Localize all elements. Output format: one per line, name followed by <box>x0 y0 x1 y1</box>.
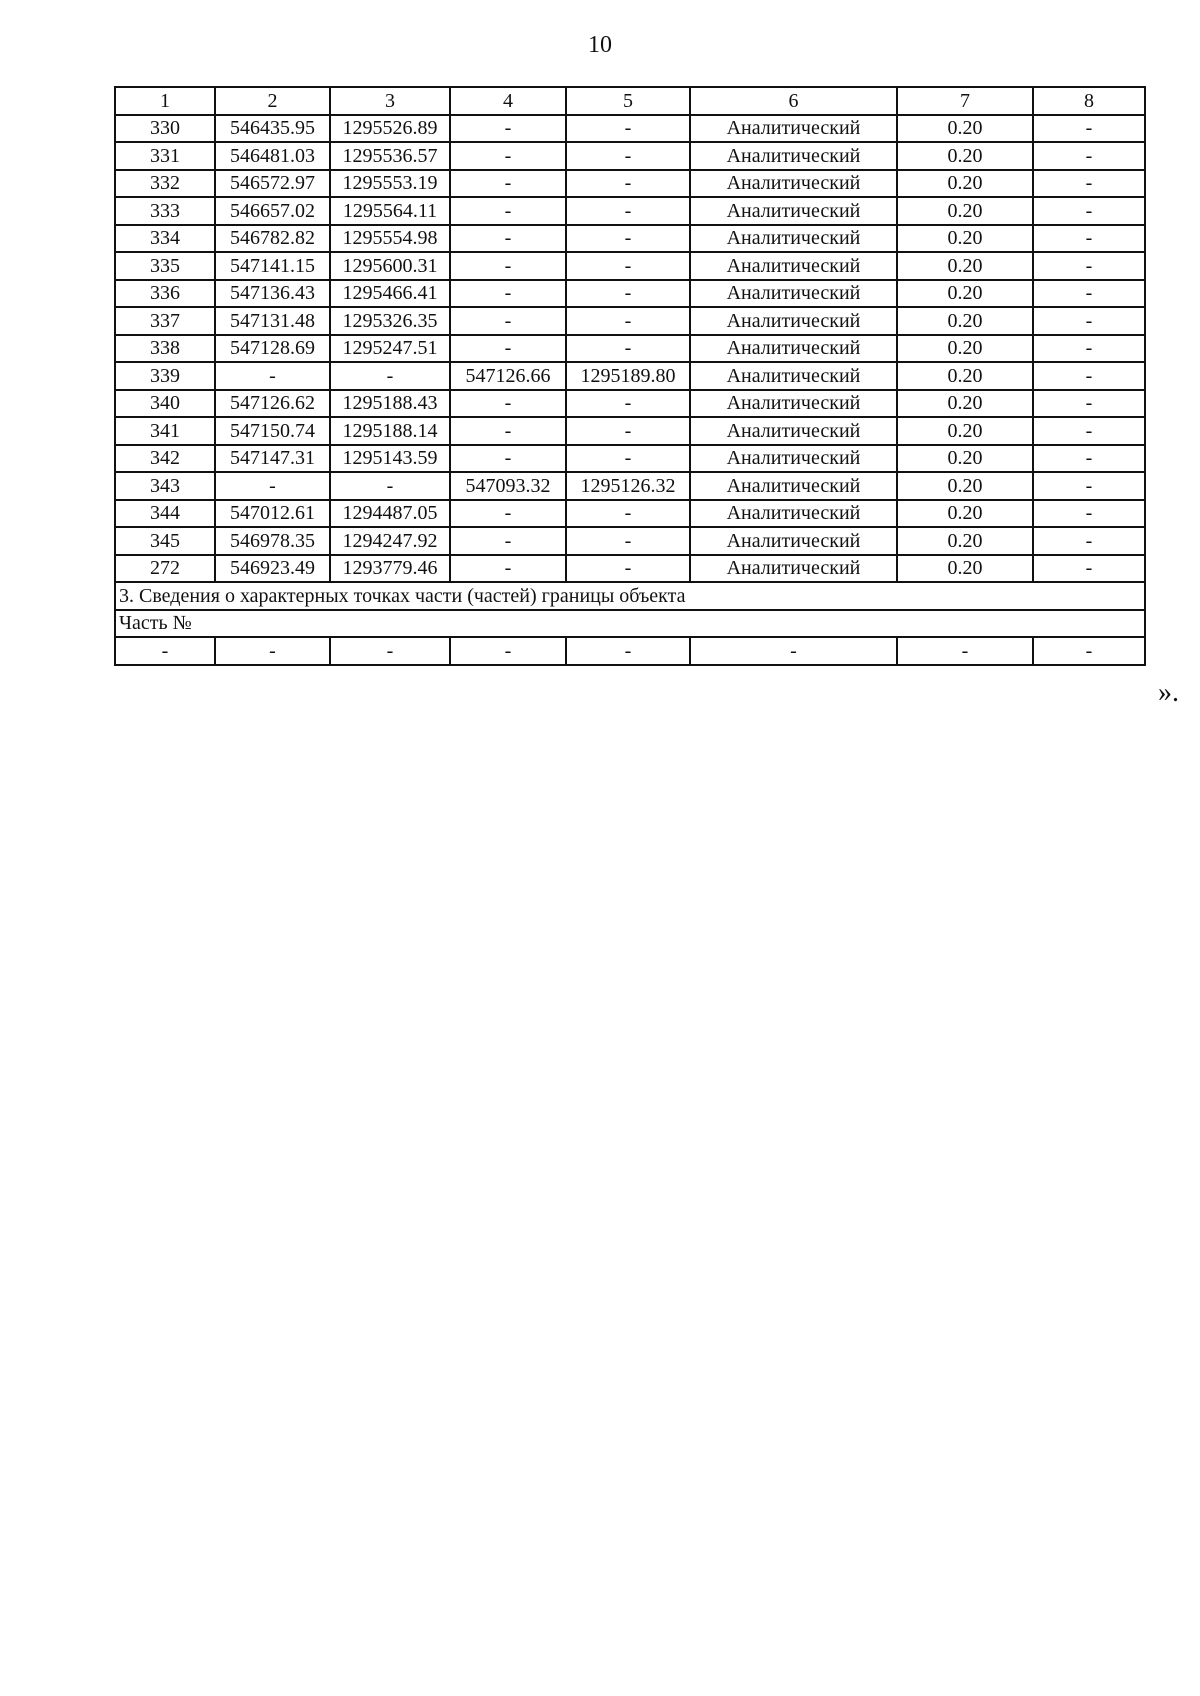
table-cell: - <box>450 280 566 308</box>
table-row <box>115 445 1145 473</box>
table-cell: 0.20 <box>897 555 1033 583</box>
table-header-row <box>115 87 1145 115</box>
table-cell: - <box>450 527 566 555</box>
table-cell: - <box>566 445 690 473</box>
table-cell: 547141.15 <box>215 252 330 280</box>
table-cell: 343 <box>115 472 215 500</box>
table-cell: - <box>215 362 330 390</box>
table-row <box>115 527 1145 555</box>
table-cell: - <box>566 637 690 665</box>
table-cell: 1295188.14 <box>330 417 450 445</box>
table-cell: 547131.48 <box>215 307 330 335</box>
table-cell: - <box>450 225 566 253</box>
table-cell: - <box>1033 555 1145 583</box>
boundary-points-table <box>114 86 1146 666</box>
table-cell: 0.20 <box>897 197 1033 225</box>
table-cell: 547093.32 <box>450 472 566 500</box>
table-cell: Аналитический <box>690 335 897 363</box>
table-cell: - <box>690 637 897 665</box>
table-row <box>115 170 1145 198</box>
table-cell: - <box>450 390 566 418</box>
table-cell: 0.20 <box>897 225 1033 253</box>
table-cell: - <box>450 307 566 335</box>
table-cell: 1295526.89 <box>330 115 450 143</box>
table-cell: 332 <box>115 170 215 198</box>
table-cell: 7 <box>897 87 1033 115</box>
table-cell: Аналитический <box>690 390 897 418</box>
table-cell: - <box>330 637 450 665</box>
table-cell: - <box>566 390 690 418</box>
table-row <box>115 390 1145 418</box>
table-cell: 547150.74 <box>215 417 330 445</box>
table-cell: 0.20 <box>897 170 1033 198</box>
table-cell: 1293779.46 <box>330 555 450 583</box>
table-cell: 546481.03 <box>215 142 330 170</box>
table-cell: 1295189.80 <box>566 362 690 390</box>
table-cell: 0.20 <box>897 252 1033 280</box>
table-cell: 547147.31 <box>215 445 330 473</box>
table-cell: - <box>1033 280 1145 308</box>
table-cell: 547126.66 <box>450 362 566 390</box>
table-cell: 1 <box>115 87 215 115</box>
table-cell: - <box>566 115 690 143</box>
table-cell: - <box>566 170 690 198</box>
table-cell: - <box>566 307 690 335</box>
table-cell: Аналитический <box>690 527 897 555</box>
table-cell: 330 <box>115 115 215 143</box>
table-cell: 331 <box>115 142 215 170</box>
table-cell: 0.20 <box>897 335 1033 363</box>
page-number: 10 <box>588 32 612 58</box>
table-cell: 5 <box>566 87 690 115</box>
table-cell: - <box>1033 197 1145 225</box>
table-cell: 338 <box>115 335 215 363</box>
table-cell: 1295553.19 <box>330 170 450 198</box>
table-cell: Аналитический <box>690 115 897 143</box>
table-row <box>115 335 1145 363</box>
table-row <box>115 555 1145 583</box>
part-label-row-cell: Часть № <box>115 610 1145 638</box>
table-cell: 0.20 <box>897 500 1033 528</box>
table-cell: - <box>1033 500 1145 528</box>
table-cell: 336 <box>115 280 215 308</box>
table-cell: - <box>215 637 330 665</box>
table-cell: 1294487.05 <box>330 500 450 528</box>
table-cell: 0.20 <box>897 307 1033 335</box>
table-cell: 0.20 <box>897 280 1033 308</box>
table-cell: Аналитический <box>690 417 897 445</box>
table-cell: - <box>450 197 566 225</box>
table-cell: - <box>566 335 690 363</box>
table-row <box>115 307 1145 335</box>
table-cell: - <box>897 637 1033 665</box>
table-cell: - <box>1033 225 1145 253</box>
table-cell: - <box>450 115 566 143</box>
section-title-row <box>115 582 1145 610</box>
table-cell: - <box>450 555 566 583</box>
table-row <box>115 197 1145 225</box>
table-cell: 1295247.51 <box>330 335 450 363</box>
table-cell: - <box>1033 527 1145 555</box>
table-cell: 1295564.11 <box>330 197 450 225</box>
table-cell: 340 <box>115 390 215 418</box>
table-cell: - <box>1033 335 1145 363</box>
table-cell: Аналитический <box>690 555 897 583</box>
table-cell: 333 <box>115 197 215 225</box>
table-cell: 0.20 <box>897 390 1033 418</box>
table-cell: - <box>115 637 215 665</box>
table-cell: Аналитический <box>690 197 897 225</box>
table-cell: Аналитический <box>690 500 897 528</box>
table-cell: Аналитический <box>690 170 897 198</box>
table-cell: 3 <box>330 87 450 115</box>
table-row <box>115 472 1145 500</box>
table-cell: - <box>215 472 330 500</box>
table-cell: 546923.49 <box>215 555 330 583</box>
table-cell: 1295143.59 <box>330 445 450 473</box>
table-cell: - <box>1033 170 1145 198</box>
table-cell: 335 <box>115 252 215 280</box>
table-row <box>115 252 1145 280</box>
table-cell: 546572.97 <box>215 170 330 198</box>
table-cell: 546782.82 <box>215 225 330 253</box>
table-cell: 547136.43 <box>215 280 330 308</box>
table-cell: - <box>450 252 566 280</box>
table-cell: 547126.62 <box>215 390 330 418</box>
table-cell: 345 <box>115 527 215 555</box>
table-cell: 339 <box>115 362 215 390</box>
table-cell: Аналитический <box>690 252 897 280</box>
table-cell: - <box>450 637 566 665</box>
table-cell: - <box>1033 417 1145 445</box>
table-row <box>115 142 1145 170</box>
table-cell: Аналитический <box>690 225 897 253</box>
table-row <box>115 500 1145 528</box>
table-cell: - <box>1033 252 1145 280</box>
table-cell: 1295536.57 <box>330 142 450 170</box>
table-cell: 0.20 <box>897 472 1033 500</box>
table-cell: - <box>566 417 690 445</box>
table-cell: - <box>450 445 566 473</box>
closing-quote-mark: ». <box>1158 677 1179 708</box>
table-cell: 0.20 <box>897 445 1033 473</box>
table-cell: - <box>566 142 690 170</box>
table-cell: 1295600.31 <box>330 252 450 280</box>
table-cell: 547128.69 <box>215 335 330 363</box>
table-cell: Аналитический <box>690 472 897 500</box>
table-cell: - <box>450 500 566 528</box>
table-cell: - <box>450 335 566 363</box>
table-cell: Аналитический <box>690 307 897 335</box>
table-cell: Аналитический <box>690 280 897 308</box>
table-cell: 1294247.92 <box>330 527 450 555</box>
table-cell: Аналитический <box>690 142 897 170</box>
table-cell: - <box>1033 445 1145 473</box>
table-cell: - <box>566 500 690 528</box>
table-cell: 546978.35 <box>215 527 330 555</box>
table-cell: 0.20 <box>897 362 1033 390</box>
part-label-row <box>115 610 1145 638</box>
table-cell: 1295126.32 <box>566 472 690 500</box>
table-cell: 0.20 <box>897 527 1033 555</box>
table-cell: 547012.61 <box>215 500 330 528</box>
table-cell: - <box>1033 472 1145 500</box>
table-cell: - <box>1033 637 1145 665</box>
table-cell: Аналитический <box>690 445 897 473</box>
section-title-row-cell: 3. Сведения о характерных точках части (частей) границы объекта <box>115 582 1145 610</box>
table-cell: 272 <box>115 555 215 583</box>
table-cell: 344 <box>115 500 215 528</box>
table-cell: - <box>566 280 690 308</box>
table-body <box>115 87 1145 665</box>
table-cell: 1295326.35 <box>330 307 450 335</box>
table-cell: 1295554.98 <box>330 225 450 253</box>
table-cell: - <box>1033 307 1145 335</box>
table-cell: 2 <box>215 87 330 115</box>
table-cell: 1295466.41 <box>330 280 450 308</box>
table-cell: 334 <box>115 225 215 253</box>
table-cell: - <box>450 142 566 170</box>
table-cell: 342 <box>115 445 215 473</box>
table-row <box>115 280 1145 308</box>
table-cell: 0.20 <box>897 417 1033 445</box>
table-cell: Аналитический <box>690 362 897 390</box>
table-cell: - <box>1033 115 1145 143</box>
table-cell: - <box>1033 142 1145 170</box>
table-cell: - <box>330 472 450 500</box>
table-cell: 6 <box>690 87 897 115</box>
table-cell: - <box>330 362 450 390</box>
table-row <box>115 417 1145 445</box>
table-cell: 546657.02 <box>215 197 330 225</box>
table-cell: - <box>566 527 690 555</box>
table-cell: - <box>566 555 690 583</box>
table-row <box>115 362 1145 390</box>
table-cell: 0.20 <box>897 142 1033 170</box>
table-cell: - <box>566 197 690 225</box>
table-cell: 546435.95 <box>215 115 330 143</box>
table-cell: 8 <box>1033 87 1145 115</box>
table-cell: 337 <box>115 307 215 335</box>
table-cell: - <box>1033 390 1145 418</box>
table-cell: - <box>450 417 566 445</box>
empty-part-row <box>115 637 1145 665</box>
table-cell: - <box>1033 362 1145 390</box>
table-row <box>115 225 1145 253</box>
table-cell: 4 <box>450 87 566 115</box>
table-cell: 341 <box>115 417 215 445</box>
table-cell: 0.20 <box>897 115 1033 143</box>
table-cell: - <box>566 252 690 280</box>
table-row <box>115 115 1145 143</box>
table-cell: 1295188.43 <box>330 390 450 418</box>
table-cell: - <box>450 170 566 198</box>
table-cell: - <box>566 225 690 253</box>
